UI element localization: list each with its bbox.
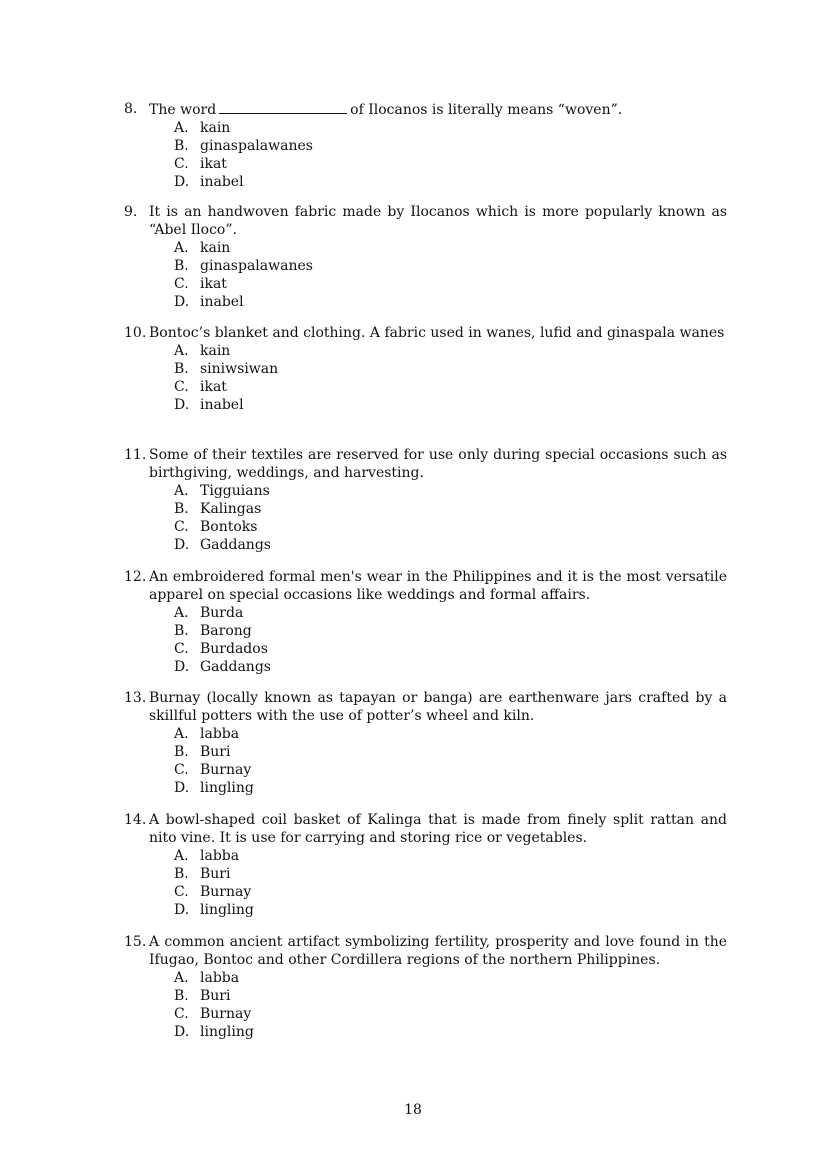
answer-choices (124, 604, 727, 676)
answer-choices (124, 119, 727, 191)
choice-text: ikat (200, 156, 227, 172)
choice-text: inabel (200, 174, 244, 190)
choice-text: inabel (200, 397, 244, 413)
question-8 (124, 100, 727, 191)
choice-text: Burnay (200, 884, 252, 900)
choice-text: Burnay (200, 762, 252, 778)
choice-a: A. kain (174, 120, 231, 136)
answer-choices (124, 239, 727, 311)
choice-d: D. Gaddangs (174, 537, 271, 553)
choice-d: D. inabel (174, 294, 244, 310)
question-text (149, 100, 727, 119)
question-number: 13. (124, 690, 147, 706)
question-15 (124, 933, 727, 1041)
choice-text: Tigguians (200, 483, 270, 499)
question-number: 9. (124, 204, 138, 220)
choice-b: B. Buri (174, 866, 231, 882)
question-12 (124, 568, 727, 676)
choice-text: ginaspalawanes (200, 138, 313, 154)
choice-text: labba (200, 848, 240, 864)
choice-c: C. Burnay (174, 762, 252, 778)
choice-b: B. ginaspalawanes (174, 138, 313, 154)
choice-c: C. ikat (174, 156, 227, 172)
choice-a: A. Burda (174, 605, 244, 621)
choice-d: D. inabel (174, 397, 244, 413)
choice-text: ikat (200, 276, 227, 292)
choice-a: A. labba (174, 848, 240, 864)
choice-text: siniwsiwan (200, 361, 279, 377)
choice-d: D. lingling (174, 1024, 254, 1040)
page-number: 18 (404, 1102, 422, 1118)
answer-choices (124, 847, 727, 919)
choice-text: lingling (200, 902, 254, 918)
choice-text: Burdados (200, 641, 268, 657)
choice-a: A. kain (174, 343, 231, 359)
choice-a: A. kain (174, 240, 231, 256)
choice-text: Burnay (200, 1006, 252, 1022)
question-text: Bontoc’s blanket and clothing. A fabric used in wanes, lufid and ginaspala wanes (149, 325, 725, 341)
question-number: 11. (124, 447, 147, 463)
choice-text: Buri (200, 988, 231, 1004)
answer-choices (124, 725, 727, 797)
question-text-before-blank: The word (149, 102, 217, 118)
choice-d: D. lingling (174, 780, 254, 796)
choice-c: C. Burnay (174, 884, 252, 900)
choice-b: B. Buri (174, 744, 231, 760)
choice-b: B. ginaspalawanes (174, 258, 313, 274)
question-14 (124, 811, 727, 919)
question-10 (124, 324, 727, 414)
choice-text: Kalingas (200, 501, 262, 517)
question-9 (124, 203, 727, 311)
question-text: An embroidered formal men's wear in the Philippines and it is the most versatile apparel on special occasions like weddings and formal affairs. (149, 569, 727, 603)
choice-c: C. Burdados (174, 641, 268, 657)
choice-a: A. Tigguians (174, 483, 270, 499)
choice-text: inabel (200, 294, 244, 310)
choice-text: ikat (200, 379, 227, 395)
question-number: 12. (124, 569, 147, 585)
fill-in-blank (219, 100, 347, 114)
question-11 (124, 446, 727, 554)
choice-text: Buri (200, 744, 231, 760)
choice-text: lingling (200, 1024, 254, 1040)
choice-d: D. inabel (174, 174, 244, 190)
choice-text: ginaspalawanes (200, 258, 313, 274)
answer-choices (124, 969, 727, 1041)
question-text: Burnay (locally known as tapayan or banga) are earthenware jars crafted by a skillful potters with the use of potter’s wheel and kiln. (149, 690, 727, 724)
answer-choices (124, 342, 727, 414)
choice-c: C. ikat (174, 379, 227, 395)
choice-c: C. Bontoks (174, 519, 258, 535)
choice-d: D. Gaddangs (174, 659, 271, 675)
question-number: 8. (124, 101, 138, 117)
choice-c: C. Burnay (174, 1006, 252, 1022)
question-text: Some of their textiles are reserved for use only during special occasions such as birthgiving, weddings, and harvesting. (149, 447, 727, 481)
choice-text: Gaddangs (200, 537, 271, 553)
question-number: 14. (124, 812, 147, 828)
choice-text: Bontoks (200, 519, 258, 535)
choice-b: B. Barong (174, 623, 252, 639)
choice-c: C. ikat (174, 276, 227, 292)
answer-choices (124, 482, 727, 554)
choice-text: Gaddangs (200, 659, 271, 675)
choice-text: Buri (200, 866, 231, 882)
question-text: It is an handwoven fabric made by Ilocanos which is more popularly known as “Abel Iloco”. (149, 204, 727, 238)
choice-text: labba (200, 726, 240, 742)
choice-d: D. lingling (174, 902, 254, 918)
choice-text: lingling (200, 780, 254, 796)
choice-text: Burda (200, 605, 244, 621)
choice-text: labba (200, 970, 240, 986)
choice-b: B. siniwsiwan (174, 361, 279, 377)
question-13 (124, 689, 727, 797)
choice-text: kain (200, 120, 231, 136)
question-number: 15. (124, 934, 147, 950)
question-text: A bowl-shaped coil basket of Kalinga that is made from finely split rattan and nito vine. It is use for carrying and storing rice or vegetables. (149, 812, 727, 846)
choice-text: kain (200, 240, 231, 256)
choice-text: kain (200, 343, 231, 359)
question-text: A common ancient artifact symbolizing fertility, prosperity and love found in the Ifugao, Bontoc and other Cordillera regions of the northern Philippines. (149, 934, 727, 968)
choice-b: B. Kalingas (174, 501, 262, 517)
choice-b: B. Buri (174, 988, 231, 1004)
choice-a: A. labba (174, 970, 240, 986)
question-text-after-blank: of Ilocanos is literally means “woven”. (350, 102, 623, 118)
question-number: 10. (124, 325, 147, 341)
choice-text: Barong (200, 623, 252, 639)
choice-a: A. labba (174, 726, 240, 742)
